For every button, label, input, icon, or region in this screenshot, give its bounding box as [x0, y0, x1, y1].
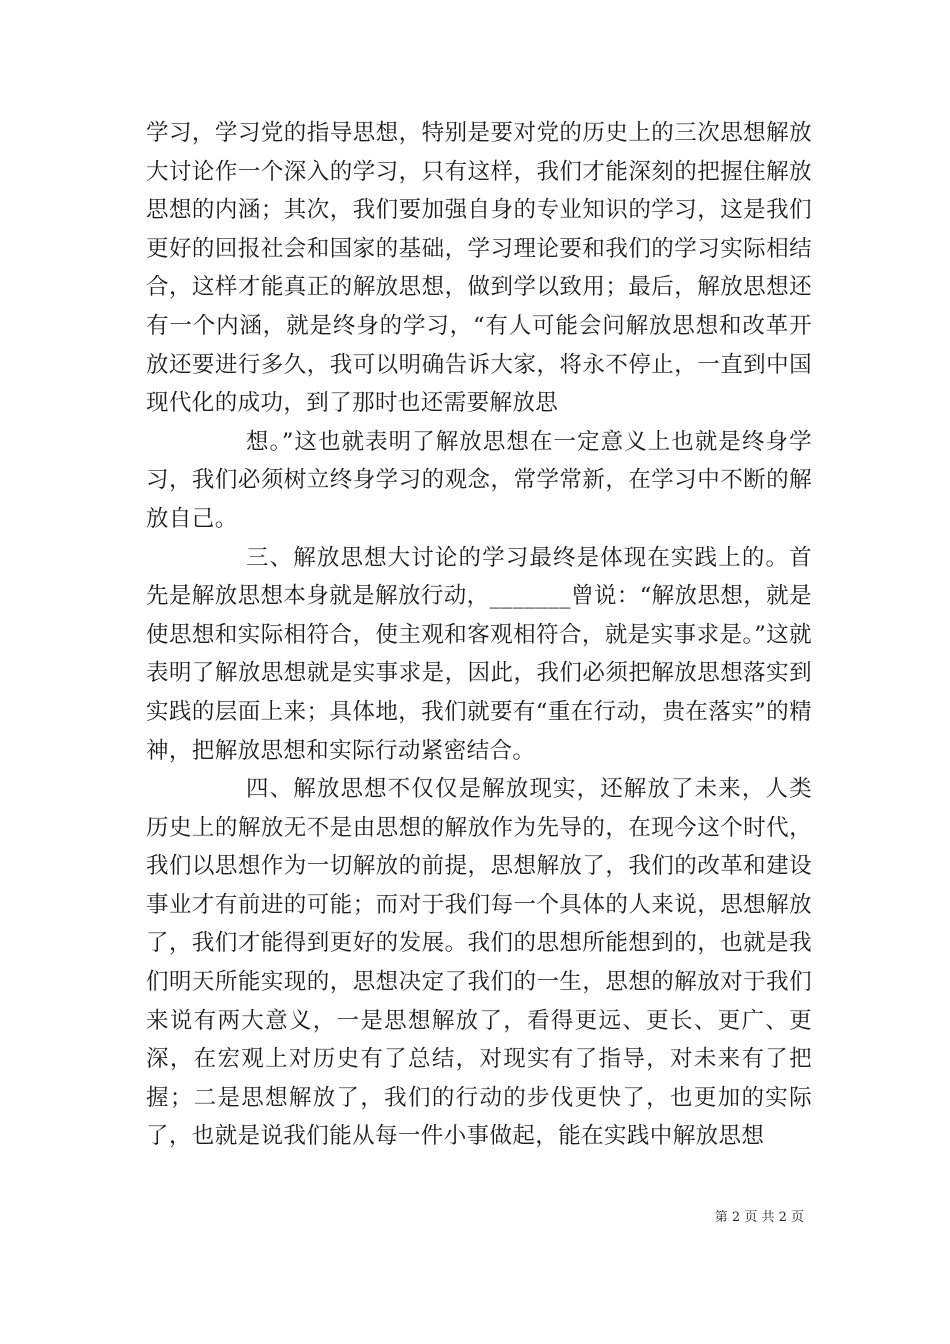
paragraph-section-three: 三、解放思想大讨论的学习最终是体现在实践上的。首先是解放思想本身就是解放行动，_______曾说：“解放思想，就是使思想和实际相符合，使主观和客观相符合，就是实事求是。”这就表明了解放思想就是实事求是，因此，我们必须把解放思想落实到实践的层面上来；具体地，我们就要有“重在行动，贵在落实”的精神，把解放思想和实际行动紧密结合。: [146, 544, 812, 764]
page-number-footer: 第 2 页 共 2 页: [714, 1210, 804, 1225]
document-body: [146, 114, 812, 1156]
paragraph-continuation: 学习，学习党的指导思想，特别是要对党的历史上的三次思想解放大讨论作一个深入的学习，只有这样，我们才能深刻的把握住解放思想的内涵；其次，我们要加强自身的专业知识的学习，这是我们更好的回报社会和国家的基础，学习理论要和我们的学习实际相结合，这样才能真正的解放思想，做到学以致用；最后，解放思想还有一个内涵，就是终身的学习，“有人可能会问解放思想和改革开放还要进行多久，我可以明确告诉大家，将永不停止，一直到中国现代化的成功，到了那时也还需要解放思: [146, 120, 812, 417]
paragraph-lifelong-learning: 想。”这也就表明了解放思想在一定意义上也就是终身学习，我们必须树立终身学习的观念，常学常新，在学习中不断的解放自己。: [146, 428, 812, 532]
paragraph-section-four: 四、解放思想不仅仅是解放现实，还解放了未来，人类历史上的解放无不是由思想的解放作为先导的，在现今这个时代，我们以思想作为一切解放的前提，思想解放了，我们的改革和建设事业才有前进的可能；而对于我们每一个具体的人来说，思想解放了，我们才能得到更好的发展。我们的思想所能想到的，也就是我们明天所能实现的，思想决定了我们的一生，思想的解放对于我们来说有两大意义，一是思想解放了，看得更远、更长、更广、更深，在宏观上对历史有了总结，对现实有了指导，对未来有了把握；二是思想解放了，我们的行动的步伐更快了，也更加的实际了，也就是说我们能从每一件小事做起，能在实践中解放思想: [146, 776, 812, 1150]
